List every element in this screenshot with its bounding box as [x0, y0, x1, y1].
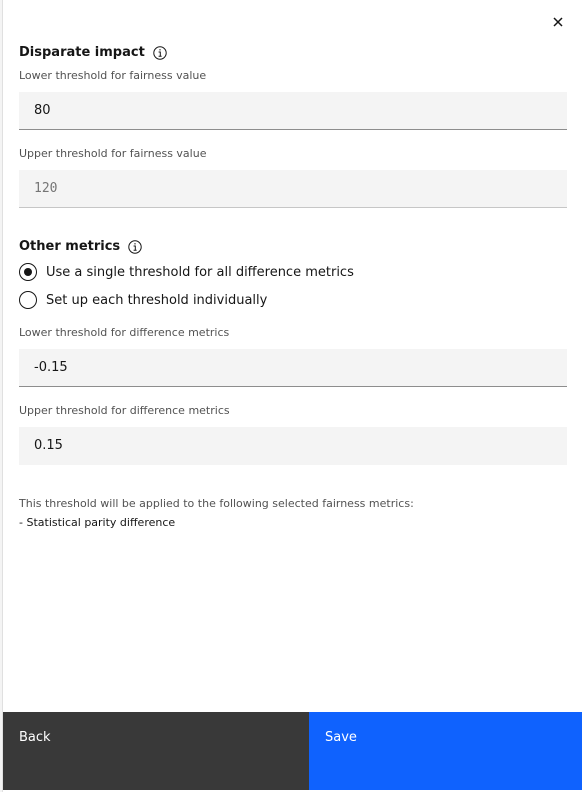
difference-lower-input[interactable] [19, 349, 567, 387]
radio-button-selected[interactable] [19, 263, 37, 281]
close-button[interactable] [548, 12, 568, 32]
side-panel [2, 0, 582, 792]
radio-single-threshold[interactable] [19, 263, 354, 281]
other-metrics-title-text: Other metrics [19, 239, 121, 254]
info-icon[interactable] [153, 46, 167, 60]
other-metrics-title [19, 239, 142, 254]
close-icon [552, 16, 564, 28]
disparate-impact-title-text: Disparate impact [19, 45, 145, 60]
disparate-impact-title [19, 45, 167, 60]
threshold-note: This threshold will be applied to the following selected fairness metrics: [19, 497, 414, 510]
selected-metric-item: - Statistical parity difference [19, 516, 176, 529]
back-button-label: Back [19, 730, 51, 745]
difference-upper-label: Upper threshold for difference metrics [19, 404, 230, 417]
radio-dot [24, 268, 32, 276]
save-button-label: Save [325, 730, 357, 745]
fairness-upper-label: Upper threshold for fairness value [19, 147, 207, 160]
radio-single-threshold-label: Use a single threshold for all difference metrics [46, 264, 354, 280]
fairness-lower-label: Lower threshold for fairness value [19, 69, 207, 82]
footer [3, 712, 582, 790]
fairness-upper-input[interactable] [19, 170, 567, 208]
difference-upper-input[interactable] [19, 427, 567, 465]
radio-button-unselected[interactable] [19, 291, 37, 309]
info-icon[interactable] [128, 240, 142, 254]
radio-individual-threshold-label: Set up each threshold individually [46, 292, 268, 308]
radio-individual-threshold[interactable] [19, 291, 267, 309]
difference-lower-label: Lower threshold for difference metrics [19, 326, 230, 339]
back-button[interactable] [3, 712, 309, 790]
fairness-lower-input[interactable] [19, 92, 567, 130]
save-button[interactable] [309, 712, 582, 790]
